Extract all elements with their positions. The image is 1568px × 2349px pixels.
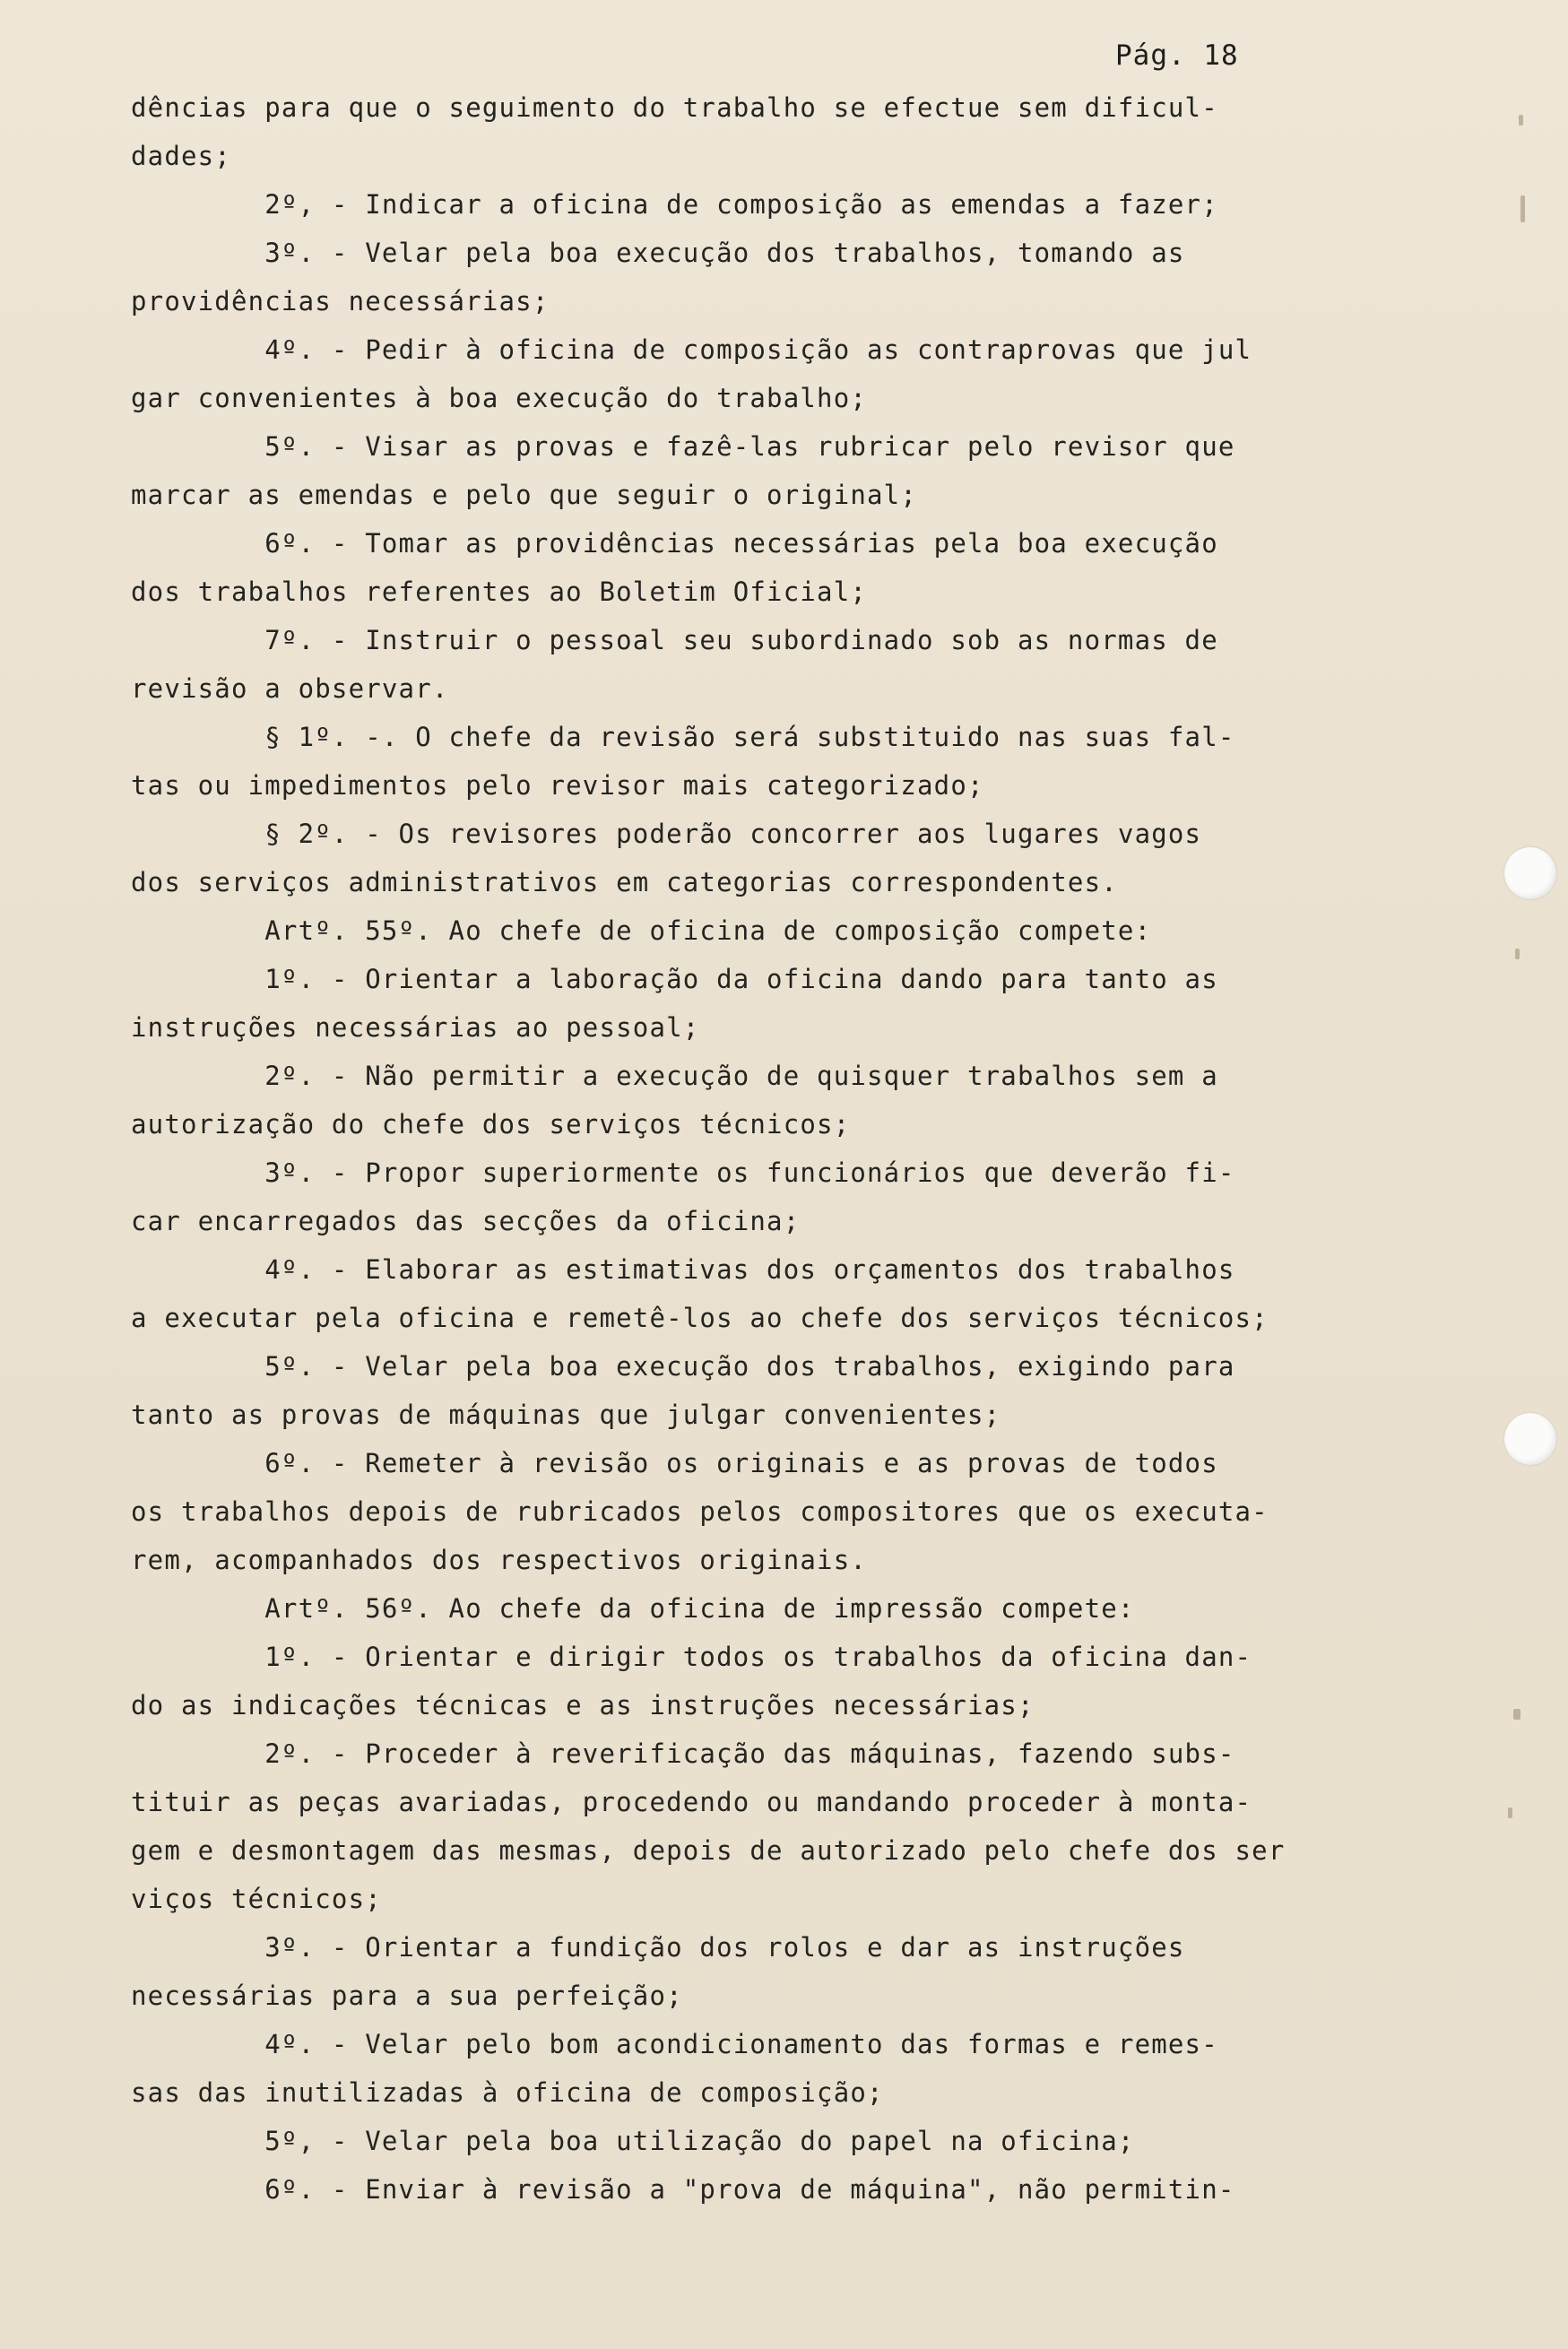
text-line: 6º. - Tomar as providências necessárias pela boa execução (131, 528, 1218, 559)
paper-speck (1508, 1807, 1512, 1818)
text-line: dades; (131, 141, 231, 171)
page-number: Pág. 18 (1115, 39, 1239, 72)
text-line: 4º. - Pedir à oficina de composição as contraprovas que jul (131, 334, 1252, 365)
text-line: dos serviços administrativos em categorias correspondentes. (131, 867, 1118, 897)
text-line: 2º. - Proceder à reverificação das máquinas, fazendo subs- (131, 1738, 1235, 1769)
text-line: 5º. - Velar pela boa execução dos trabalhos, exigindo para (131, 1351, 1235, 1382)
paper-speck (1515, 949, 1520, 959)
text-line: autorização do chefe dos serviços técnicos; (131, 1109, 851, 1140)
text-line: os trabalhos depois de rubricados pelos compositores que os executa- (131, 1496, 1269, 1527)
text-line: 2º. - Não permitir a execução de quisquer trabalhos sem a (131, 1061, 1218, 1091)
text-line: providências necessárias; (131, 286, 550, 316)
text-line: 3º. - Orientar a fundição dos rolos e dar as instruções (131, 1932, 1185, 1963)
punch-hole (1504, 1413, 1556, 1465)
text-line: 5º, - Velar pela boa utilização do papel na oficina; (131, 2126, 1135, 2156)
text-line: tas ou impedimentos pelo revisor mais categorizado; (131, 770, 984, 801)
text-line: 7º. - Instruir o pessoal seu subordinado sob as normas de (131, 625, 1218, 655)
text-line: § 1º. -. O chefe da revisão será substituido nas suas fal- (131, 722, 1235, 752)
text-line: revisão a observar. (131, 673, 449, 704)
text-line: car encarregados das secções da oficina; (131, 1206, 801, 1236)
text-line: rem, acompanhados dos respectivos originais. (131, 1545, 868, 1575)
text-line: tituir as peças avariadas, procedendo ou mandando proceder à monta- (131, 1787, 1252, 1817)
punch-hole (1504, 847, 1556, 899)
text-line: marcar as emendas e pelo que seguir o original; (131, 480, 917, 510)
text-line: 6º. - Remeter à revisão os originais e as provas de todos (131, 1448, 1218, 1478)
text-line: 3º. - Velar pela boa execução dos trabalhos, tomando as (131, 238, 1185, 268)
text-line: gem e desmontagem das mesmas, depois de autorizado pelo chefe dos ser (131, 1835, 1286, 1866)
paper-speck (1513, 1709, 1520, 1720)
paper-speck (1520, 195, 1525, 222)
text-line: instruções necessárias ao pessoal; (131, 1012, 700, 1043)
text-line: necessárias para a sua perfeição; (131, 1981, 683, 2011)
text-line: a executar pela oficina e remetê-los ao chefe dos serviços técnicos; (131, 1303, 1269, 1333)
text-line: 4º. - Elaborar as estimativas dos orçamentos dos trabalhos (131, 1254, 1235, 1285)
text-line: viços técnicos; (131, 1884, 382, 1914)
text-line: Artº. 55º. Ao chefe de oficina de composição compete: (131, 915, 1152, 946)
text-line: gar convenientes à boa execução do trabalho; (131, 383, 868, 413)
text-line: § 2º. - Os revisores poderão concorrer aos lugares vagos (131, 819, 1202, 849)
text-line: 5º. - Visar as provas e fazê-las rubricar pelo revisor que (131, 431, 1235, 462)
text-line: dências para que o seguimento do trabalho se efectue sem dificul- (131, 92, 1218, 123)
text-line: 1º. - Orientar e dirigir todos os trabalhos da oficina dan- (131, 1642, 1252, 1672)
paper-speck (1519, 115, 1523, 126)
text-line: 6º. - Enviar à revisão a "prova de máquina", não permitin- (131, 2174, 1235, 2205)
text-line: tanto as provas de máquinas que julgar convenientes; (131, 1400, 1001, 1430)
text-line: sas das inutilizadas à oficina de composição; (131, 2077, 884, 2108)
text-line: 2º, - Indicar a oficina de composição as emendas a fazer; (131, 189, 1218, 220)
text-line: dos trabalhos referentes ao Boletim Oficial; (131, 576, 868, 607)
text-line: 3º. - Propor superiormente os funcionários que deverão fi- (131, 1157, 1235, 1188)
text-line: 4º. - Velar pelo bom acondicionamento das formas e remes- (131, 2029, 1218, 2059)
text-line: do as indicações técnicas e as instruções necessárias; (131, 1690, 1035, 1721)
text-line: 1º. - Orientar a laboração da oficina dando para tanto as (131, 964, 1218, 994)
text-line: Artº. 56º. Ao chefe da oficina de impressão compete: (131, 1593, 1135, 1624)
